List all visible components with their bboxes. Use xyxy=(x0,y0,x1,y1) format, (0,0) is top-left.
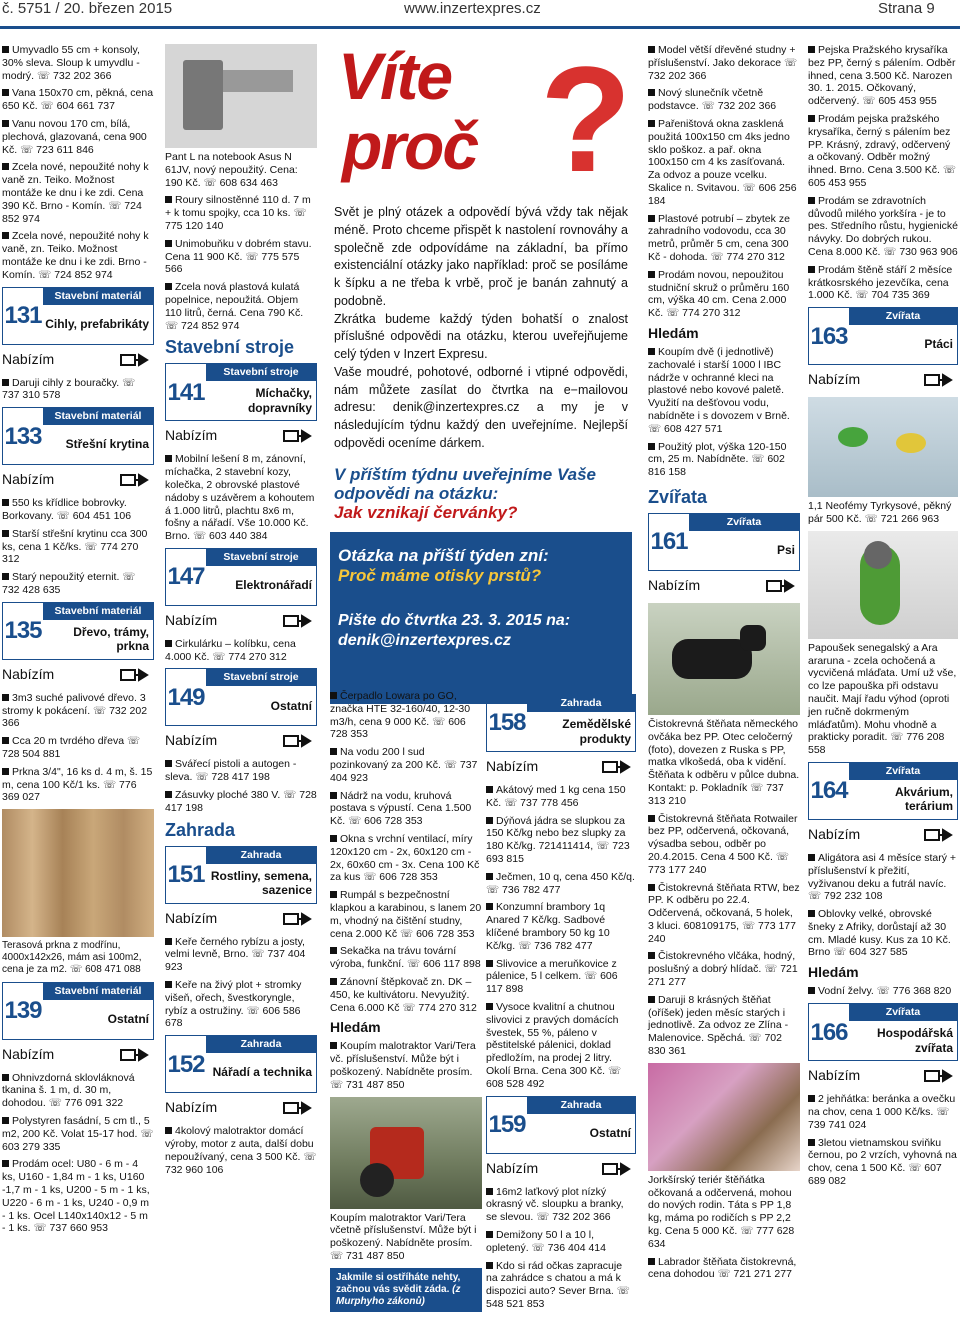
classified-ad: Mobilní lešení 8 m, zánovní, míchačka, 2 stavební kozy, kolečka, 2 obrovské plastové nádoby s uzávěrem a kohoutem á 1.000 litrů, plachtu 8x6 m, fošny a nářadí. Vše 10.000 Kč. Brno. ☏ 603 440 384 xyxy=(165,453,315,543)
classified-ad: 550 ks křídlice bobrovky. Borkovany. ☏ 604 451 106 xyxy=(2,497,132,522)
next-week-question: Jak vznikají červánky? xyxy=(334,502,518,522)
ad-list xyxy=(2,44,154,282)
classified-ad: Pejska Pražského krysaříka bez PP, černý s pálením. Odběr ihned, cena 3.500 Kč. Narozen 30. 1. 2015. Očkovaný, odčervený. ☏ 605 453 955 xyxy=(808,44,956,108)
category-box-151: 151 Zahrada Rostliny, semena, sazenice xyxy=(165,846,317,904)
offer-heading: Nabízím xyxy=(165,906,317,932)
classified-ad: Prodám ocel: U80 - 6 m - 4 ks, U160 - 1,84 m - 1 ks, U160 -1,7 m - 1 ks, U200 - 5 m - 1 ks, U220 - 6 m - 1 ks, U240 - 0,9 m - 1 ks. Ocel L140x140x12 - 5 m - 1 ks. ☏ 737 660 953 xyxy=(2,1158,150,1235)
promo-text: Svět je plný otázek a odpovědí bývá vždy tak nějak méně. Proto chceme přispět k nastolení rovnováhy a společně zde odpovídáme na základní, ba přímo existenciální otázky jako například: proč se posíláme k šípku a ne třeba k vrbě, proč je banán zahnutý a podobně. Zkrátka budeme každý týden bohatší o znalost příslušné odpovědi na otázku, kterou uveřejňujeme celý týden v Inzert Expresu. Vaše moudré, pohotové, odborné i vtipné odpovědi, nám můžete zasílat do čtvrtka na e−mailovou adresu: denik@inzertexpres.cz a my je v následujícím týdnu každý den uveřejníme. Nejlepší odpovědi oceníme dárkem. xyxy=(334,205,628,450)
classified-ad: Zcela nové, nepoužité nohy k vaně, zn. Teiko. Možnost montáže ke dnu i ke zdi. Brno - Komín. ☏ 724 852 974 xyxy=(2,230,149,281)
photo-caption: Papoušek senegalský a Ara araruna - zcela ochočená a vycvičená mláďata. Umí už vše, co lze papouška při odstavu naučit. Mají řadu výhod (oproti jen ručně dokrmeným mláďatům). Mohu vhodně a prakticky poradit. ☏ 776 208 558 xyxy=(808,641,957,757)
photo-caption: 1,1 Neofémy Tyrkysové, pěkný pár 500 Kč. ☏ 721 266 963 xyxy=(808,500,952,525)
promo-title-line1: Víte xyxy=(338,39,452,113)
classified-ad: Pařeništová okna zasklená použitá 100x150 cm 4ks jedno sklo poškoz. a pař. okna 100x150 cm 4 ks zasíťovaná. Za odvoz a pouze vcelku. Skalice n. Svitavou. ☏ 606 256 184 xyxy=(648,117,797,207)
offer-heading: Nabízím xyxy=(486,1156,636,1182)
classified-ad: Labrador štěňata čistokrevná, cena dohodou ☏ 721 271 277 xyxy=(648,1255,797,1281)
offer-heading: Nabízím xyxy=(648,573,800,599)
header-rule xyxy=(0,26,960,29)
classified-ad: 16m2 laťkový plot nízký okrasný vč. sloupku a branky, se slevou. ☏ 732 202 366 xyxy=(486,1185,624,1224)
category-box-163: 163 Zvířata Ptáci xyxy=(808,307,958,365)
classified-ad: Vysoce kvalitní a chutnou slivovici z pravých domácích švestek, 55 %, páleno v pěstitelské pálenici, doklad předložím, na prodej 2 litry. Okolí Brna. Cena 300 Kč. ☏ 608 528 492 xyxy=(486,1000,622,1090)
arrow-icon xyxy=(283,1100,313,1116)
photo-caption: Pant L na notebook Asus N 61JV, nový nepoužitý. Cena: 190 Kč. ☏ 608 634 463 xyxy=(165,151,298,189)
arrow-icon xyxy=(924,372,954,388)
arrow-icon xyxy=(120,1047,150,1063)
yorkie-photo xyxy=(648,1063,800,1171)
classified-ad: Plastové potrubí – zbytek ze zahradního vodovodu, cca 30 metrů, průměr 5 cm, cena 300 Kč - dohoda. ☏ 774 270 312 xyxy=(648,212,790,263)
classified-ad: Slivovice a meruňkovice z pálenice, 5 l celkem. ☏ 606 117 898 xyxy=(486,957,618,996)
column-1 xyxy=(2,44,154,1240)
site-url[interactable]: www.inzertexpres.cz xyxy=(404,0,541,17)
promo-title-line2: proč xyxy=(342,109,478,183)
classified-ad: Nádrž na vodu, kruhová postava s výpustí. Cena 1.500 Kč. ☏ 606 728 353 xyxy=(330,789,472,828)
hinge-photo xyxy=(165,44,317,148)
classified-ad: Cca 20 m tvrdého dřeva ☏ 728 504 881 xyxy=(2,735,141,760)
classified-ad: Zcela nová plastová kulatá popelnice, nepoužitá. Objem 110 litrů, černá. Cena 790 Kč. ☏ 724 852 974 xyxy=(165,281,304,332)
classified-ad: Keře černého rybízu a josty, velmi levně, Brno. ☏ 737 404 923 xyxy=(165,935,306,974)
classified-ad: Akátový med 1 kg cena 150 Kč. ☏ 737 778 456 xyxy=(486,784,626,809)
column-5 xyxy=(808,44,958,1193)
arrow-icon xyxy=(602,759,632,775)
issue-number: č. 5751 / 20. březen 2015 xyxy=(2,0,173,17)
offer-heading: Nabízím xyxy=(2,467,154,493)
offer-heading: Nabízím xyxy=(165,1095,317,1121)
classified-ad: Zánovní štěpkovač zn. DK – 450, ke kultivátoru. Nevyužitý. Cena 6.000 Kč ☏ 774 270 312 xyxy=(330,975,477,1014)
classified-ad: Starý nepoužitý eternit. ☏ 732 428 635 xyxy=(2,571,136,596)
offer-heading: Nabízím xyxy=(808,822,958,848)
category-box-131: 131 Stavební materiál Cihly, prefabrikáty xyxy=(2,287,154,345)
classified-ad: Umyvadlo 55 cm + konsoly, 30% sleva. Sloup k umyvdlu - modrý. ☏ 732 202 366 xyxy=(2,44,140,82)
offer-heading: Nabízím xyxy=(165,728,317,754)
arrow-icon xyxy=(120,667,150,683)
category-box-161: 161 Zvířata Psi xyxy=(648,513,800,571)
classified-ad: Prodám se zdravotních důvodů milého yorkšíra - je to pes. Středního růstu, hygienické návyky. Do dobrých rukou. Cena 8.000 Kč. ☏ 730 963 906 xyxy=(808,194,959,258)
promo-title xyxy=(330,35,632,203)
category-box-147: 147 Stavební stroje Elektronářadí xyxy=(165,548,317,606)
classified-ad: Svářecí pistoli a autogen - sleva. ☏ 728 417 198 xyxy=(165,758,297,784)
classified-ad: 2 jehňátka: beránka a ovečku na chov, cena 1 000 Kč/ks. ☏ 739 741 024 xyxy=(808,1093,956,1131)
photo-caption: Koupím malotraktor Vari/Tera včetně příslušenství. Může být i poškozený. Nabídněte prosím. ☏ 731 487 850 xyxy=(330,1211,477,1262)
bird-photo xyxy=(808,397,958,497)
offer-heading: Nabízím xyxy=(165,423,317,449)
classified-ad: Koupím dvě (i jednotlivě) zachovalé i starší 1000 l IBC nádrže v ochranné kleci na plastové nebo kovové paletě. Využití na dešťovou vodu, nabídněte i s dovozem v Brně. ☏ 608 427 571 xyxy=(648,346,790,435)
category-box-135: 135 Stavební materiál Dřevo, trámy, prkna xyxy=(2,602,154,660)
offer-heading: Nabízím xyxy=(165,608,317,634)
photo-caption: Jorkšírský teriér štěňátka očkovaná a odčervená, mohou do nových rodin. Táta s PP 1,8 kg, máma po rodičích s PP 2,2 kg. Cena 5 000 Kč. ☏ 777 628 634 xyxy=(648,1173,795,1250)
classified-ad: Oblovky velké, obrovské šneky z Afriky, dorůstají až 30 cm. Mladé kusy. Kus za 10 Kč. Brno ☏ 604 327 585 xyxy=(808,908,951,959)
offer-heading: Nabízím xyxy=(2,662,154,688)
classified-ad: 4kolový malotraktor domácí výroby, motor z auta, další dobu nepoužívaný, cena 3 500 Kč. ☏ 732 960 106 xyxy=(165,1125,317,1176)
classified-ad: Unimobuňku v dobrém stavu. Cena 11 900 Kč. ☏ 775 575 566 xyxy=(165,237,312,276)
classified-ad: Model větší dřevěné studny + příslušenství. Jako dekorace ☏ 732 202 366 xyxy=(648,44,798,82)
arrow-icon xyxy=(283,428,313,444)
arrow-icon xyxy=(283,911,313,927)
offer-heading: Nabízím xyxy=(2,1042,154,1068)
offer-heading: Nabízím xyxy=(808,1063,958,1089)
classified-ad: Prodám štěně stáří 2 měsíce krátkosrského jezevčíka, cena 1.000 Kč. ☏ 704 735 369 xyxy=(808,263,953,302)
category-box-139: 139 Stavební materiál Ostatní xyxy=(2,982,154,1040)
tractor-photo xyxy=(330,1097,482,1209)
category-box-159: 159 Zahrada Ostatní xyxy=(486,1096,636,1154)
classified-ad: 3letou vietnamskou sviňku černou, po 2 vrzích, vyhovná na chov, cena 1 500 Kč. ☏ 607 689 082 xyxy=(808,1136,957,1187)
classified-ad: Čerpadlo Lowara po GO, značka HTE 32-160/40, 12-30 m3/h, cena 9 000 Kč. ☏ 606 728 353 xyxy=(330,690,471,741)
classified-ad: Dýňová jádra se slupkou za 150 Kč/kg nebo bez slupky za 180 Kč/kg. 721411414, ☏ 723 693 815 xyxy=(486,814,630,865)
classified-ad: Cirkulárku – kolíbku, cena 4.000 Kč. ☏ 774 270 312 xyxy=(165,637,296,663)
arrow-icon xyxy=(924,827,954,843)
classified-ad: Daruji 8 krásných štěňat (oříšek) jeden měsíc starých i jednotlivě. Za odvoz ze Zlína - Malenovice. Spěchá. ☏ 702 830 361 xyxy=(648,993,789,1058)
arrow-icon xyxy=(283,733,313,749)
murphy-note: Jakmile si ostříháte nehty, začnou vás svědit záda. (z Murphyho zákonů) xyxy=(330,1268,482,1312)
classified-ad: Okna s vrchní ventilací, míry 120x120 cm - 2x, 60x120 cm - 2x, 60x60 cm - 3x. Cena 100 Kč za kus ☏ 606 728 353 xyxy=(330,832,480,884)
classified-ad: Demižony 50 l a 10 l, opletený. ☏ 736 404 414 xyxy=(486,1228,606,1254)
classified-ad: Polystyren fasádní, 5 cm tl., 5 m2, 200 Kč. Volat 15-17 hod. ☏ 603 279 335 xyxy=(2,1115,154,1153)
next-week-label: V příštím týdnu uveřejníme Vaše odpovědi na otázku: xyxy=(334,464,597,503)
promo-block xyxy=(330,35,632,684)
dog-photo xyxy=(648,603,800,715)
want-heading: Hledám xyxy=(808,964,859,981)
arrow-icon xyxy=(924,1068,954,1084)
classified-ad: Roury silnostěnné 110 d. 7 m + k tomu spojky, cca 10 ks. ☏ 775 120 140 xyxy=(165,194,311,232)
section-heading: Zahrada xyxy=(165,819,236,840)
category-box-164: 164 Zvířata Akvárium, terárium xyxy=(808,762,958,820)
category-box-149: 149 Stavební stroje Ostatní xyxy=(165,668,317,726)
offer-heading: Nabízím xyxy=(808,367,958,393)
deadline-text: Pište do čtvrtka 23. 3. 2015 na: denik@inzertexpres.cz xyxy=(338,612,571,650)
offer-heading: Nabízím xyxy=(2,347,154,373)
decking-photo xyxy=(2,809,154,937)
classified-ad: Vana 150x70 cm, pěkná, cena 650 Kč. ☏ 604 661 737 xyxy=(2,87,154,113)
column-2 xyxy=(165,44,317,1181)
classified-ad: Zásuvky ploché 380 V. ☏ 728 417 198 xyxy=(165,789,317,814)
photo-caption: Čistokrevná štěňata německého ovčáka bez PP. Otec celočerný (foto), dovezen z Ruska s PP, matka vlkošedá, oba k vidění. Štěňata k odběru v půlce dubna. Kontakt: p. Pokladník ☏ 737 313 210 xyxy=(648,717,800,807)
classified-ad: Kdo si rád očkas zapracuje na zahrádce s chatou a má k dispozici auto? Sever Brna. ☏ 548 521 853 xyxy=(486,1259,630,1310)
page-number: Strana 9 xyxy=(878,0,935,17)
classified-ad: Sekačka na trávu tovární výroba, funkční. ☏ 606 117 898 xyxy=(330,945,481,971)
classified-ad: Čistokrevná štěňata RTW, bez PP. K odběru po 22.4. Odčervená, očkovaná, 5 holek, 3 kluci. 608109175, ☏ 773 177 240 xyxy=(648,881,800,945)
want-heading: Hledám xyxy=(648,324,699,341)
parrot-photo xyxy=(808,531,958,639)
classified-ad: Vodní želvy. ☏ 776 368 820 xyxy=(808,985,958,998)
classified-ad: Rumpál s bezpečnostní klapkou a karabinou, s lanem 20 m, vhodný na čištění studny, cena 2.000 Kč ☏ 606 728 353 xyxy=(330,889,482,940)
classified-ad: 3m3 suché palivové dřevo. 3 stromy k pokácení. ☏ 732 202 366 xyxy=(2,691,148,730)
category-box-141: 141 Stavební stroje Míchačky, dopravníky xyxy=(165,363,317,421)
classified-ad: Použitý plot, výška 120-150 cm, 25 m. Nabídněte. ☏ 602 816 158 xyxy=(648,440,787,479)
section-heading: Zvířata xyxy=(648,486,708,507)
category-box-166: 166 Zvířata Hospodářská zvířata xyxy=(808,1003,958,1061)
photo-caption: Terasová prkna z modřínu, 4000x142x26, mám asi 100m2, cena je za m2. ☏ 608 471 088 xyxy=(2,940,142,976)
arrow-icon xyxy=(283,613,313,629)
column-3 xyxy=(330,690,482,1312)
classified-ad: Čistokrevná štěňata Rotwailer bez PP, odčervená, očkovaná, výsadba sebou, odběr po 20.4.2015. Cena 4 500 Kč. ☏ 773 177 240 xyxy=(648,812,798,876)
classified-ad: Na vodu 200 l sud pozinkovaný za 200 Kč. ☏ 737 404 923 xyxy=(330,746,478,784)
category-box-158: 158 Zahrada Zemědělské produkty xyxy=(486,694,636,752)
arrow-icon xyxy=(766,578,796,594)
arrow-icon xyxy=(602,1161,632,1177)
arrow-icon xyxy=(120,352,150,368)
classified-ad: Prkna 3/4", 16 ks d. 4 m, š. 15 m, cena 100 Kč/1 ks. ☏ 776 369 027 xyxy=(2,765,153,804)
classified-ad: Konzumní brambory 1q Anared 7 Kč/kg. Sadbové klíčené brambory 50 kg 10 Kč/kg. ☏ 736 782 477 xyxy=(486,901,610,952)
page-header xyxy=(0,0,960,28)
classified-ad: Zcela nové, nepoužité nohy k vaně zn. Teiko. Možnost montáže ke dnu i ke zdi. Cena 390 Kč. Brno - Komín. ☏ 724 852 974 xyxy=(2,161,149,225)
question-mark-icon: ? xyxy=(540,35,632,203)
classified-ad: Aligátora asi 4 měsíce starý + příslušenství k přežití, vyživanou deku a futrál navíc. ☏ 792 232 108 xyxy=(808,851,957,903)
classified-ad: Nový slunečník včetně podstavce. ☏ 732 202 366 xyxy=(648,87,777,113)
category-box-152: 152 Zahrada Nářadí a technika xyxy=(165,1035,317,1093)
section-heading: Stavební stroje xyxy=(165,337,295,358)
classified-ad: Prodám pejska pražského krysaříka, černý s pálením bez PP. Krásný, zdravý, odčervený a očkovaný. Odběr možný ihned. Brno. Cena 3.500 Kč. ☏ 605 453 955 xyxy=(808,112,956,189)
want-heading: Hledám xyxy=(330,1019,381,1036)
classified-ad: Čistokrevného vlčáka, hodný, poslušný a dobrý hlídač. ☏ 721 271 277 xyxy=(648,950,798,989)
classified-ad: Ječmen, 10 q, cena 450 Kč/q. ☏ 736 782 477 xyxy=(486,870,635,896)
question-panel: Otázka na příští týden zní: Proč máme otisky prstů? Pište do čtvrtka 23. 3. 2015 na: denik@inzertexpres.cz xyxy=(330,532,632,704)
classified-ad: Koupím malotraktor Vari/Tera vč. příslušenství. Může být i poškozený. Nabídněte prosím. ☏ 731 487 850 xyxy=(330,1040,476,1091)
classified-ad: Keře na živý plot + stromky višeň, ořech, švestkoryngle, rybíz a ostružiny. ☏ 606 586 678 xyxy=(165,979,302,1030)
classified-ad: Ohnivzdorná sklovláknová tkanina š. 1 m, d. 30 m, dohodou. ☏ 776 091 322 xyxy=(2,1071,135,1110)
classified-ad: Daruji cihly z bouračky. ☏ 737 310 578 xyxy=(2,376,136,402)
classified-ad: Prodám novou, nepoužitou studniční skruž o průměru 160 cm, výška 40 cm. Cena 2.000 Kč. ☏ 774 270 312 xyxy=(648,268,790,320)
classified-ad: Vanu novou 170 cm, bílá, plechová, glazovaná, cena 900 Kč. ☏ 723 611 846 xyxy=(2,117,147,156)
classified-ad: Starší střešní krytinu cca 300 ks, cena 1 Kč/ks. ☏ 774 270 312 xyxy=(2,527,148,566)
column-3b xyxy=(486,690,636,1316)
arrow-icon xyxy=(120,472,150,488)
category-box-133: 133 Stavební materiál Střešní krytina xyxy=(2,407,154,465)
column-4 xyxy=(648,44,800,1286)
offer-heading: Nabízím xyxy=(486,754,636,780)
